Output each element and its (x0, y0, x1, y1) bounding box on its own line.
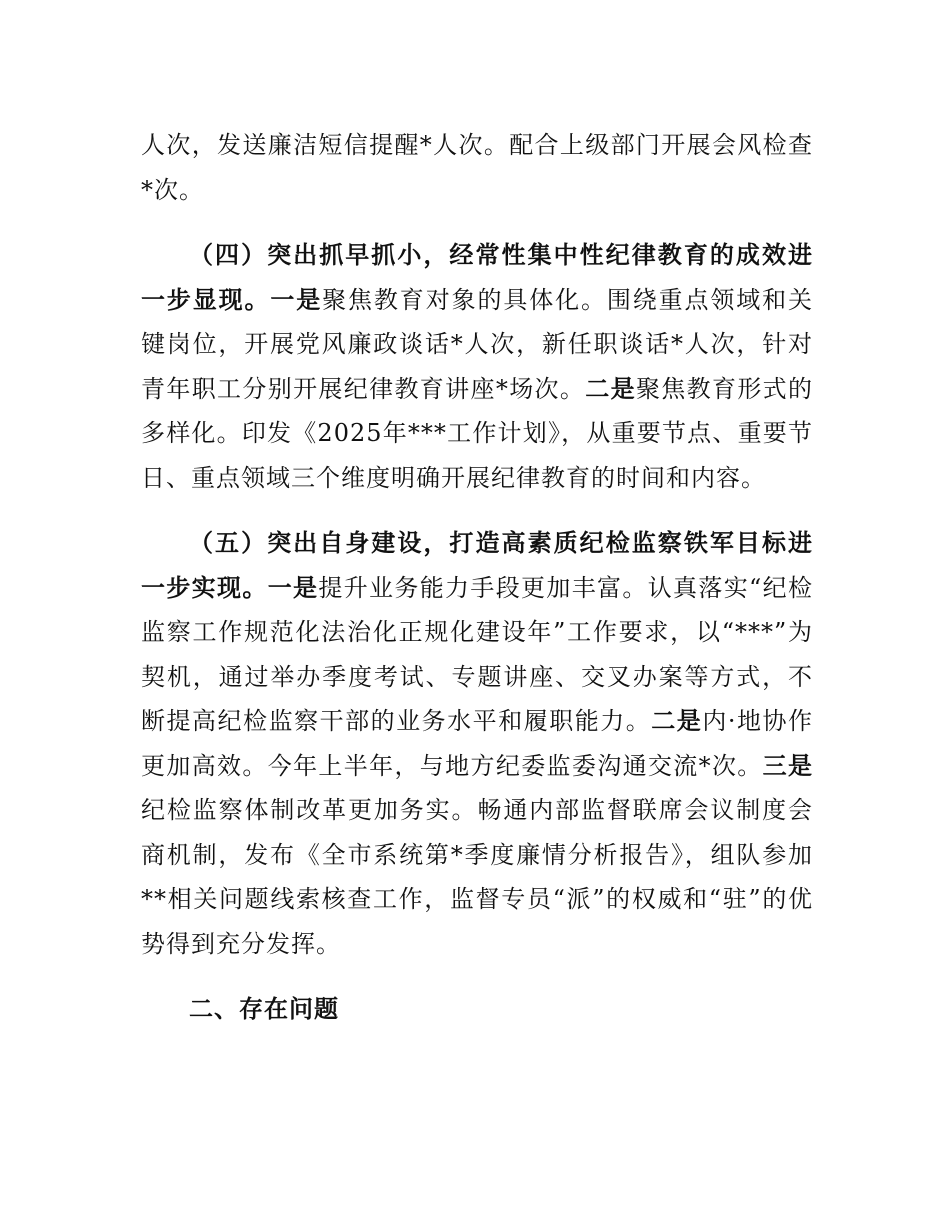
paragraph-5-text-1: 提升业务能力手段更加丰富。认真落实“纪检监察工作规范化法治化正规化建设年”工作要求，以“***”为契机，通过举办季度考试、专题讲座、交叉办案等方式，不断提高纪检监察干部的业务水平和履职能力。 (141, 573, 813, 735)
paragraph-4-text-2: 聚焦教育形式的多样化。印发《2025年***工作计划》，从重要节点、重要节日、重点领域三个维度明确开展纪律教育的时间和内容。 (141, 374, 814, 492)
section-2-title: 二、存在问题 (189, 995, 339, 1023)
paragraph-5-text-2: 内·地协作更加高效。今年上半年，与地方纪委监委沟通交流*次。 (141, 707, 813, 780)
paragraph-1 (141, 123, 813, 212)
paragraph-5-lead-3: 三是 (762, 751, 814, 780)
paragraph-5 (141, 521, 813, 966)
paragraph-4-text-1: 聚焦教育对象的具体化。围绕重点领域和关键岗位，开展党风廉政谈话*人次，新任职谈话*人次，针对青年职工分别开展纪律教育讲座*场次。 (141, 285, 814, 403)
paragraph-5-text-3: 纪检监察体制改革更加务实。畅通内部监督联席会议制度会商机制，发布《全市系统第*季度廉情分析报告》，组队参加**相关问题线索核查工作，监督专员“派”的权威和“驻”的优势得到充分发挥。 (141, 796, 813, 958)
section-heading (141, 987, 813, 1032)
paragraph-5-lead-1: 一是 (267, 573, 319, 602)
paragraph-5-heading: （五）突出自身建设，打造高素质纪检监察铁军目标进一步实现。 (141, 529, 813, 602)
paragraph-1-text: 人次，发送廉洁短信提醒*人次。配合上级部门开展会风检查*次。 (141, 131, 813, 204)
paragraph-4-lead-2: 二是 (585, 374, 636, 403)
paragraph-4-heading: （四）突出抓早抓小，经常性集中性纪律教育的成效进一步显现。 (141, 241, 813, 314)
document-body (141, 123, 813, 1032)
paragraph-4 (141, 233, 813, 500)
paragraph-5-lead-2: 二是 (651, 707, 703, 735)
paragraph-4-lead-1: 一是 (270, 285, 323, 314)
